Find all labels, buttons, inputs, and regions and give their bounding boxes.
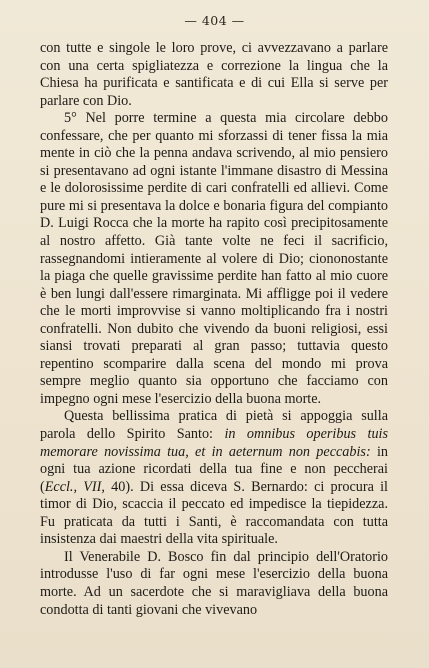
page-number: — 404 — bbox=[184, 13, 245, 28]
text-run: con tutte e singole le loro prove, ci avvezzavano a parlare con una certa spigliatezza e correzione la lingua che la Chiesa ha purificata e santificata e di cui Ella si serve per parlare con Dio. bbox=[40, 40, 388, 109]
text-run: Questa bellissima pratica di pietà si appoggia sulla parola dello Spirito Santo: bbox=[40, 408, 388, 443]
italic-quotation: in omnibus operibus tuis memorare novissima tua, et in aeternum non peccabis: bbox=[40, 426, 389, 460]
paragraph bbox=[40, 40, 388, 110]
paragraph bbox=[40, 408, 388, 548]
paragraph bbox=[40, 549, 388, 619]
page-body-text bbox=[40, 40, 388, 619]
text-run: 40). Di essa diceva S. Bernardo: ci procura il timor di Dio, scaccia il peccato ed impedisce la tiepidezza. Fu praticata da tutti i Santi, è raccomandata con tutta insistenza dai maestri della vita spirituale. bbox=[40, 478, 388, 548]
text-run: Il Venerabile D. Bosco fin dal principio dell'Oratorio introdusse l'uso di far ogni mese l'esercizio della buona morte. Ad un sacerdote che si maravigliava della buona condotta di tanti giovani che vivevano bbox=[40, 548, 388, 618]
text-run: in ogni tua azione ricordati della tua fine e non peccherai ( bbox=[40, 443, 388, 495]
italic-quotation: Eccl., VII, bbox=[44, 478, 105, 495]
text-run: 5° Nel porre termine a questa mia circolare debbo confessare, che per quanto mi sforzassi di tener fissa la mia mente in ciò che la penna andava scrivendo, al mio pensiero si presentavano ad ogni istante l'immane disastro di Messina e le dolorosissime perdite di cari confratelli ed allievi. Come pure mi si presentava la dolce e bonaria figura del compianto D. Luigi Rocca che la morte ha rapito così precipitosamente al nostro affetto. Già tante volte ne feci il sacrificio, rassegnandomi intieramente al volere di Dio; ciononostante la piaga che quelle gravissime perdite han fatto al mio cuore è ben lungi dall'essere rimarginata. Mi affligge poi il vedere che le morti improvvise si vanno moltiplicando fra i nostri confratelli. Non dubito che vivendo da buoni religiosi, essi siansi trovati preparati al gran passo; tuttavia questo repentino scomparire dalla scena del mondo mi prova sempre meglio quanto sia opportuno che facciamo con impegno ogni mese l'esercizio della buona morte. bbox=[40, 110, 388, 407]
paragraph bbox=[40, 110, 388, 408]
